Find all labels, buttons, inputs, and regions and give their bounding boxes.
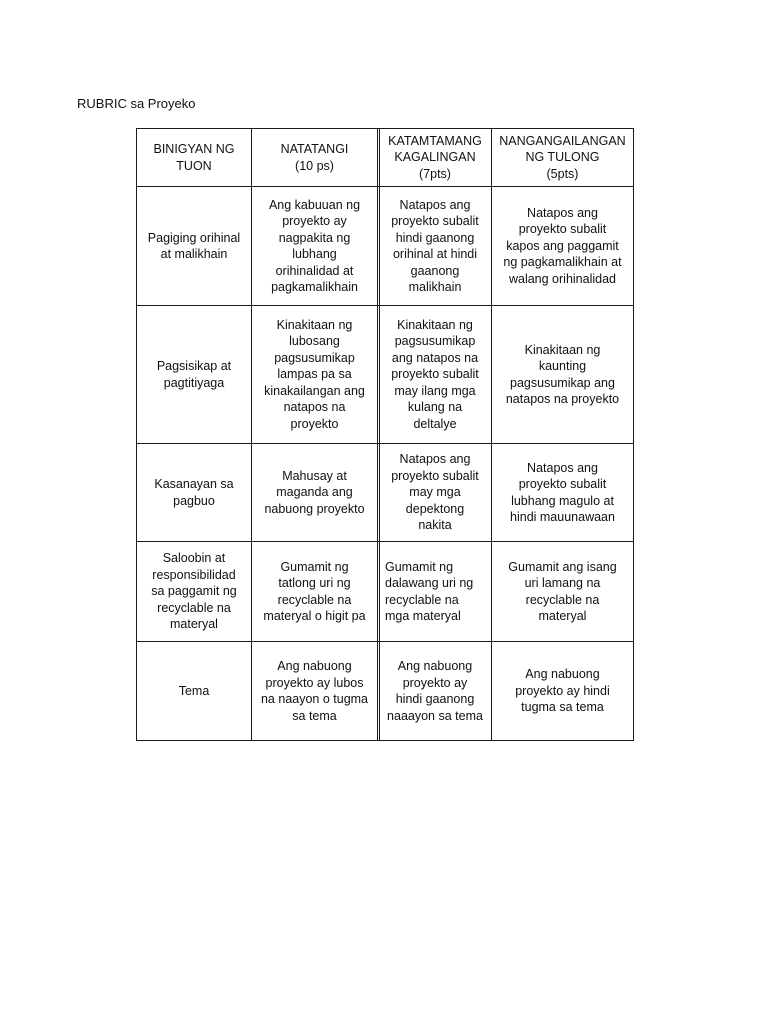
criterion-label: Saloobin at responsibilidad sa paggamit ng recyclable na materyal xyxy=(151,551,237,632)
descriptor-text: Natapos ang proyekto subalit kapos ang paggamit ng pagkamalikhain at walang orihinalidad xyxy=(503,205,622,286)
rubric-cell-natatangi xyxy=(252,187,378,306)
criterion-cell-saloobin xyxy=(137,542,252,642)
descriptor-text: Gumamit ng tatlong uri ng recyclable na materyal o higit pa xyxy=(263,559,366,623)
criterion-label: Kasanayan sa pagbuo xyxy=(154,477,234,508)
descriptor-text: Natapos ang proyekto subalit hindi gaanong orihinal at hindi gaanong malikhain xyxy=(391,197,479,294)
rubric-cell-katamtamang xyxy=(378,187,492,306)
rubric-cell-nangangailangan xyxy=(492,306,634,444)
rubric-cell-natatangi xyxy=(252,642,378,741)
rubric-cell-nangangailangan xyxy=(492,444,634,542)
descriptor-text: Gumamit ng dalawang uri ng recyclable na mga materyal xyxy=(385,559,474,623)
criterion-cell-tema xyxy=(137,642,252,741)
descriptor-text: Ang nabuong proyekto ay lubos na naayon o tugma sa tema xyxy=(260,659,369,723)
descriptor-text: Kinakitaan ng pagsusumikap ang natapos na proyekto subalit may ilang mga kulang na deltalye xyxy=(391,317,479,431)
rubric-cell-natatangi xyxy=(252,306,378,444)
descriptor-text: Kinakitaan ng lubosang pagsusumikap lampas pa sa kinakailangan ang natapos na proyekto xyxy=(264,317,365,431)
header-cell-katamtamang-kagalingan xyxy=(378,129,492,187)
rubric-cell-nangangailangan xyxy=(492,187,634,306)
rubric-cell-katamtamang xyxy=(378,444,492,542)
rubric-cell-katamtamang xyxy=(378,306,492,444)
criterion-label: Tema xyxy=(178,683,210,698)
criterion-cell-kasanayan xyxy=(137,444,252,542)
header-label: NANGANGAILANGAN NG TULONG (5pts) xyxy=(499,133,626,181)
rubric-cell-nangangailangan xyxy=(492,542,634,642)
header-cell-binigyan-ng-tuon xyxy=(137,129,252,187)
descriptor-text: Gumamit ang isang uri lamang na recyclable na materyal xyxy=(508,559,617,623)
criterion-label: Pagiging orihinal at malikhain xyxy=(147,230,241,261)
rubric-table xyxy=(136,128,634,741)
descriptor-text: Natapos ang proyekto subalit may mga depektong nakita xyxy=(391,452,479,533)
descriptor-text: Mahusay at maganda ang nabuong proyekto xyxy=(264,468,365,516)
rubric-cell-katamtamang xyxy=(378,642,492,741)
descriptor-text: Ang nabuong proyekto ay hindi tugma sa tema xyxy=(515,667,610,715)
rubric-cell-katamtamang xyxy=(378,542,492,642)
criterion-label: Pagsisikap at pagtitiyaga xyxy=(156,359,232,390)
descriptor-text: Kinakitaan ng kaunting pagsusumikap ang natapos na proyekto xyxy=(505,342,620,406)
descriptor-text: Ang kabuuan ng proyekto ay nagpakita ng lubhang orihinalidad at pagkamalikhain xyxy=(268,197,361,294)
criterion-cell-pagsisikap xyxy=(137,306,252,444)
rubric-cell-natatangi xyxy=(252,444,378,542)
document-title: RUBRIC sa Proyeko xyxy=(77,96,196,111)
rubric-cell-natatangi xyxy=(252,542,378,642)
header-cell-nangangailangan-ng-tulong xyxy=(492,129,634,187)
header-cell-natatangi xyxy=(252,129,378,187)
rubric-cell-nangangailangan xyxy=(492,642,634,741)
criterion-cell-orihinal xyxy=(137,187,252,306)
descriptor-text: Natapos ang proyekto subalit lubhang magulo at hindi mauunawaan xyxy=(510,460,615,524)
header-label: NATATANGI (10 ps) xyxy=(280,142,349,173)
descriptor-text: Ang nabuong proyekto ay hindi gaanong naaayon sa tema xyxy=(387,659,483,723)
header-label: BINIGYAN NG TUON xyxy=(153,142,235,173)
header-label: KATAMTAMANG KAGALINGAN (7pts) xyxy=(388,133,482,181)
